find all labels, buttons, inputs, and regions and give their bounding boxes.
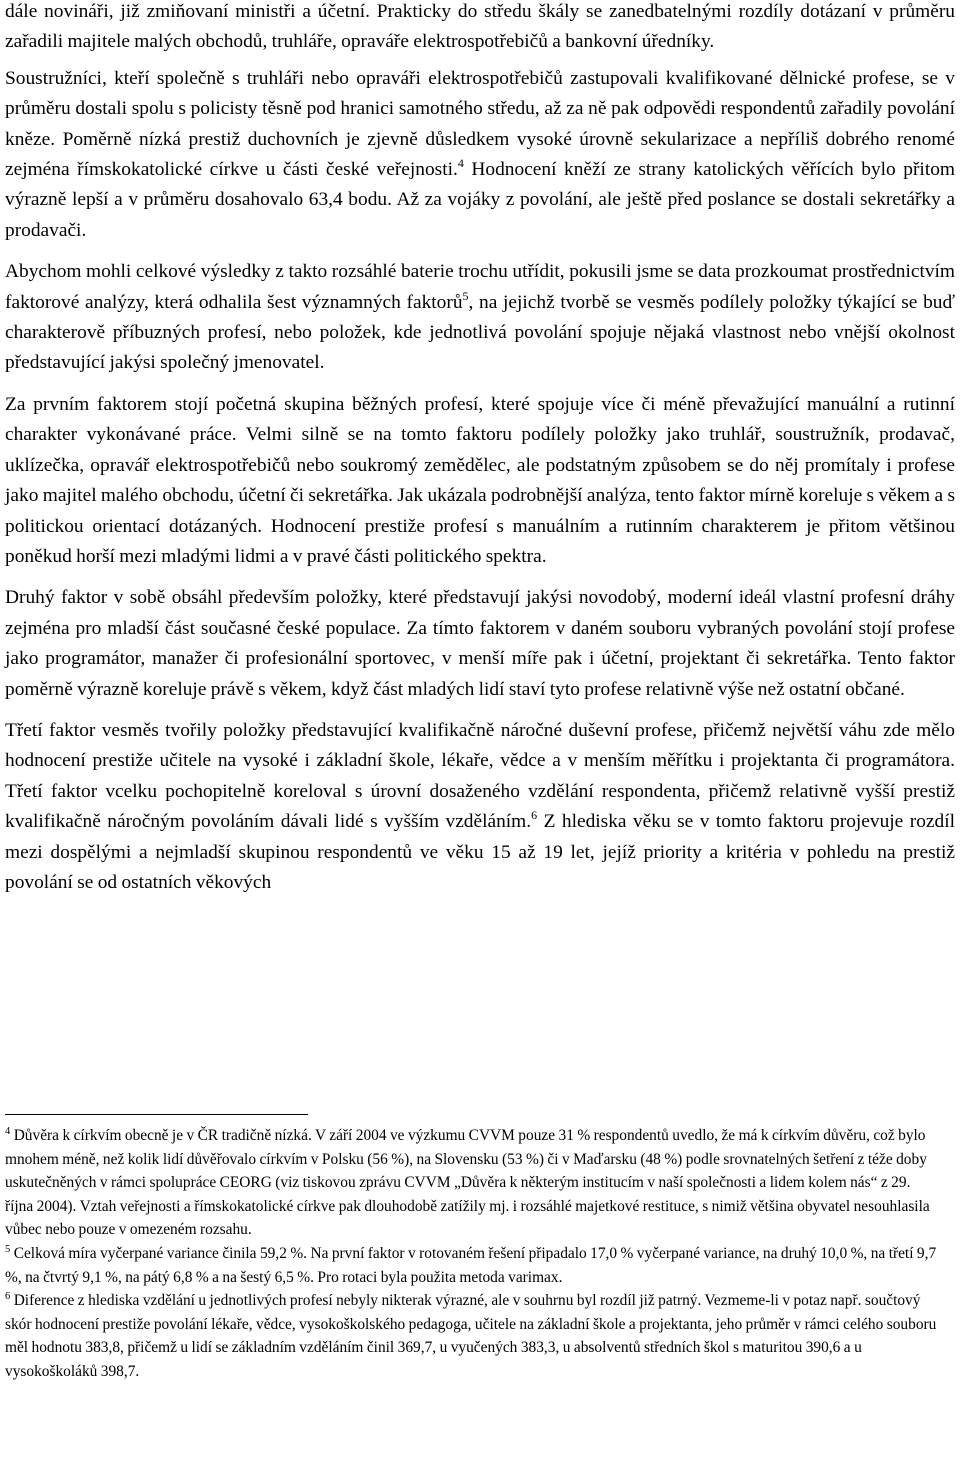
footnote-number: 5: [5, 1243, 11, 1255]
footnotes: [5, 1124, 940, 1384]
footnote-6: [5, 1289, 940, 1383]
paragraph-text: Abychom mohli celkové výsledky z takto rozsáhlé baterie trochu utřídit, pokusili jsme se data prozkoumat prostřednictvím faktorové analýzy, která odhalila šest významných faktorů: [5, 261, 955, 313]
paragraph-first-factor: [5, 390, 955, 572]
footnote-number: 6: [5, 1291, 11, 1303]
footnote-separator: [5, 1114, 308, 1115]
footnote-5: [5, 1242, 940, 1289]
document-body: [5, 0, 955, 898]
paragraph-text: dále novináři, již zmiňovaní ministři a účetní. Prakticky do středu škály se zanedbatelnými rozdíly dotázaní v průměru zařadili majitele malých obchodů, truhláře, opraváře elektrospotřebičů a bankovní úředníky.: [5, 1, 955, 53]
paragraph-text: Soustružníci, kteří společně s truhláři nebo opraváři elektrospotřebičů zastupovali kvalifikované dělnické profese, se v průměru dostali spolu s policisty těsně pod hranici samotného středu, až za ně pak odpovědi respondentů zařadily povolání kněze. Poměrně nízká prestiž duchovních je zjevně důsledkem vysoké úrovně sekularizace a nepříliš dobrého renomé zejména římskokatolické církve u části české veřejnosti.: [5, 67, 955, 181]
paragraph-text: Za prvním faktorem stojí početná skupina běžných profesí, které spojuje více či méně převažující manuální a rutinní charakter vykonávané práce. Velmi silně se na tomto faktoru podílely položky jako truhlář, soustružník, prodavač, uklízečka, opravář elektrospotřebičů nebo soukromý zemědělec, ale podstatným způsobem se do něj promítaly i profese jako majitel malého obchodu, účetní či sekretářka. Jak ukázala podrobnější analýza, tento faktor mírně koreluje s věkem a s politickou orientací dotázaných. Hodnocení prestiže profesí s manuálním a rutinním charakterem je přitom většinou poněkud horší mezi mladými lidmi a v pravé části politického spektra.: [5, 393, 955, 567]
paragraph-continuation: [5, 0, 955, 58]
paragraph-text: Hodnocení kněží ze strany katolických věřících bylo přitom výrazně lepší a v průměru dosahovalo 63,4 bodu. Až za vojáky z povolání, ale ještě před poslance se dostali sekretářky a prodavači.: [5, 159, 955, 241]
footnote-4: [5, 1124, 940, 1242]
footnote-number: 4: [5, 1126, 11, 1137]
paragraph-text: , na jejichž tvorbě se vesměs podílely položky týkající se buď charakterově příbuzných profesí, nebo položek, kde jednotlivá povolání spojuje nějaká vlastnost nebo vnější okolnost představující jakýsi společný jmenovatel.: [5, 291, 956, 374]
footnote-text: Důvěra k církvím obecně je v ČR tradičně nízká. V září 2004 ve výzkumu CVVM pouze 31 % respondentů uvedlo, že má k církvím důvěru, což bylo mnohem méně, než kolik lidí důvěřovalo církvím v Polsku (56 %), na Slovensku (53 %) či v Maďarsku (48 %) podle srovnatelných šetření z téže doby uskutečněných v rámci spolupráce CEORG (viz tiskovou zprávu CVVM „Důvěra k některým institucím v naší společnosti a lidem kolem nás“ z 29. října 2004). Vztah veřejnosti a římskokatolické církve pak dlouhodobě zatížily mj. i rozsáhlé majetkové restituce, s nimiž většina obyvatel nesouhlasila vůbec nebo pouze v omezeném rozsahu.: [5, 1127, 930, 1239]
paragraph-turners-priests: [5, 64, 955, 246]
footnote-text: Diference z hlediska vzdělání u jednotlivých profesí nebyly nikterak výrazné, ale v souhrnu byl rozdíl již patrný. Vezmeme-li v potaz např. součtový skór hodnocení prestiže povolání lékaře, vědce, vysokoškolského pedagoga, učitele na základní škole a projektanta, jeho průměr v rámci celého souboru měl hodnotu 383,8, přičemž u lidí se základním vzděláním činil 369,7, u vyučených 383,3, u absolventů středních škol s maturitou 390,6 a u vysokoškoláků 398,7.: [5, 1292, 937, 1380]
paragraph-third-factor: [5, 716, 955, 898]
footnote-ref-5[interactable]: 5: [462, 288, 469, 303]
footnote-ref-4[interactable]: 4: [457, 156, 464, 171]
paragraph-second-factor: [5, 583, 955, 705]
footnote-text: Celková míra vyčerpané variance činila 59,2 %. Na první faktor v rotovaném řešení připadalo 17,0 % vyčerpané variance, na druhý 10,0 %, na třetí 9,7 %, na čtvrtý 9,1 %, na pátý 6,8 % a na šestý 6,5 %. Pro rotaci byla použita metoda varimax.: [5, 1244, 937, 1286]
paragraph-factor-analysis: [5, 257, 955, 379]
paragraph-text: Z hlediska věku se v tomto faktoru projevuje rozdíl mezi dospělými a nejmladší skupinou respondentů ve věku 15 až 19 let, jejíž priority a kritéria v pohledu na prestiž povolání se od ostatních věkových: [5, 811, 955, 893]
paragraph-text: Třetí faktor vesměs tvořily položky představující kvalifikačně náročné duševní profese, přičemž největší váhu zde mělo hodnocení prestiže učitele na vysoké i základní škole, lékaře, vědce a v menším měřítku i projektanta či programátora. Třetí faktor vcelku pochopitelně koreloval s úrovní dosaženého vzdělání respondenta, přičemž relativně vyšší prestiž kvalifikačně náročným povoláním dávali lidé s vyšším vzděláním.: [5, 719, 955, 833]
footnote-ref-6[interactable]: 6: [531, 808, 538, 823]
paragraph-text: Druhý faktor v sobě obsáhl především položky, které představují jakýsi novodobý, moderní ideál vlastní profesní dráhy zejména pro mladší část současné české populace. Za tímto faktorem v daném souboru vybraných povolání stojí profese jako programátor, manažer či profesionální sportovec, v menší míře pak i účetní, projektant či sekretářka. Tento faktor poměrně výrazně koreluje právě s věkem, když část mladých lidí staví tyto profese relativně výše než ostatní občané.: [5, 587, 955, 700]
